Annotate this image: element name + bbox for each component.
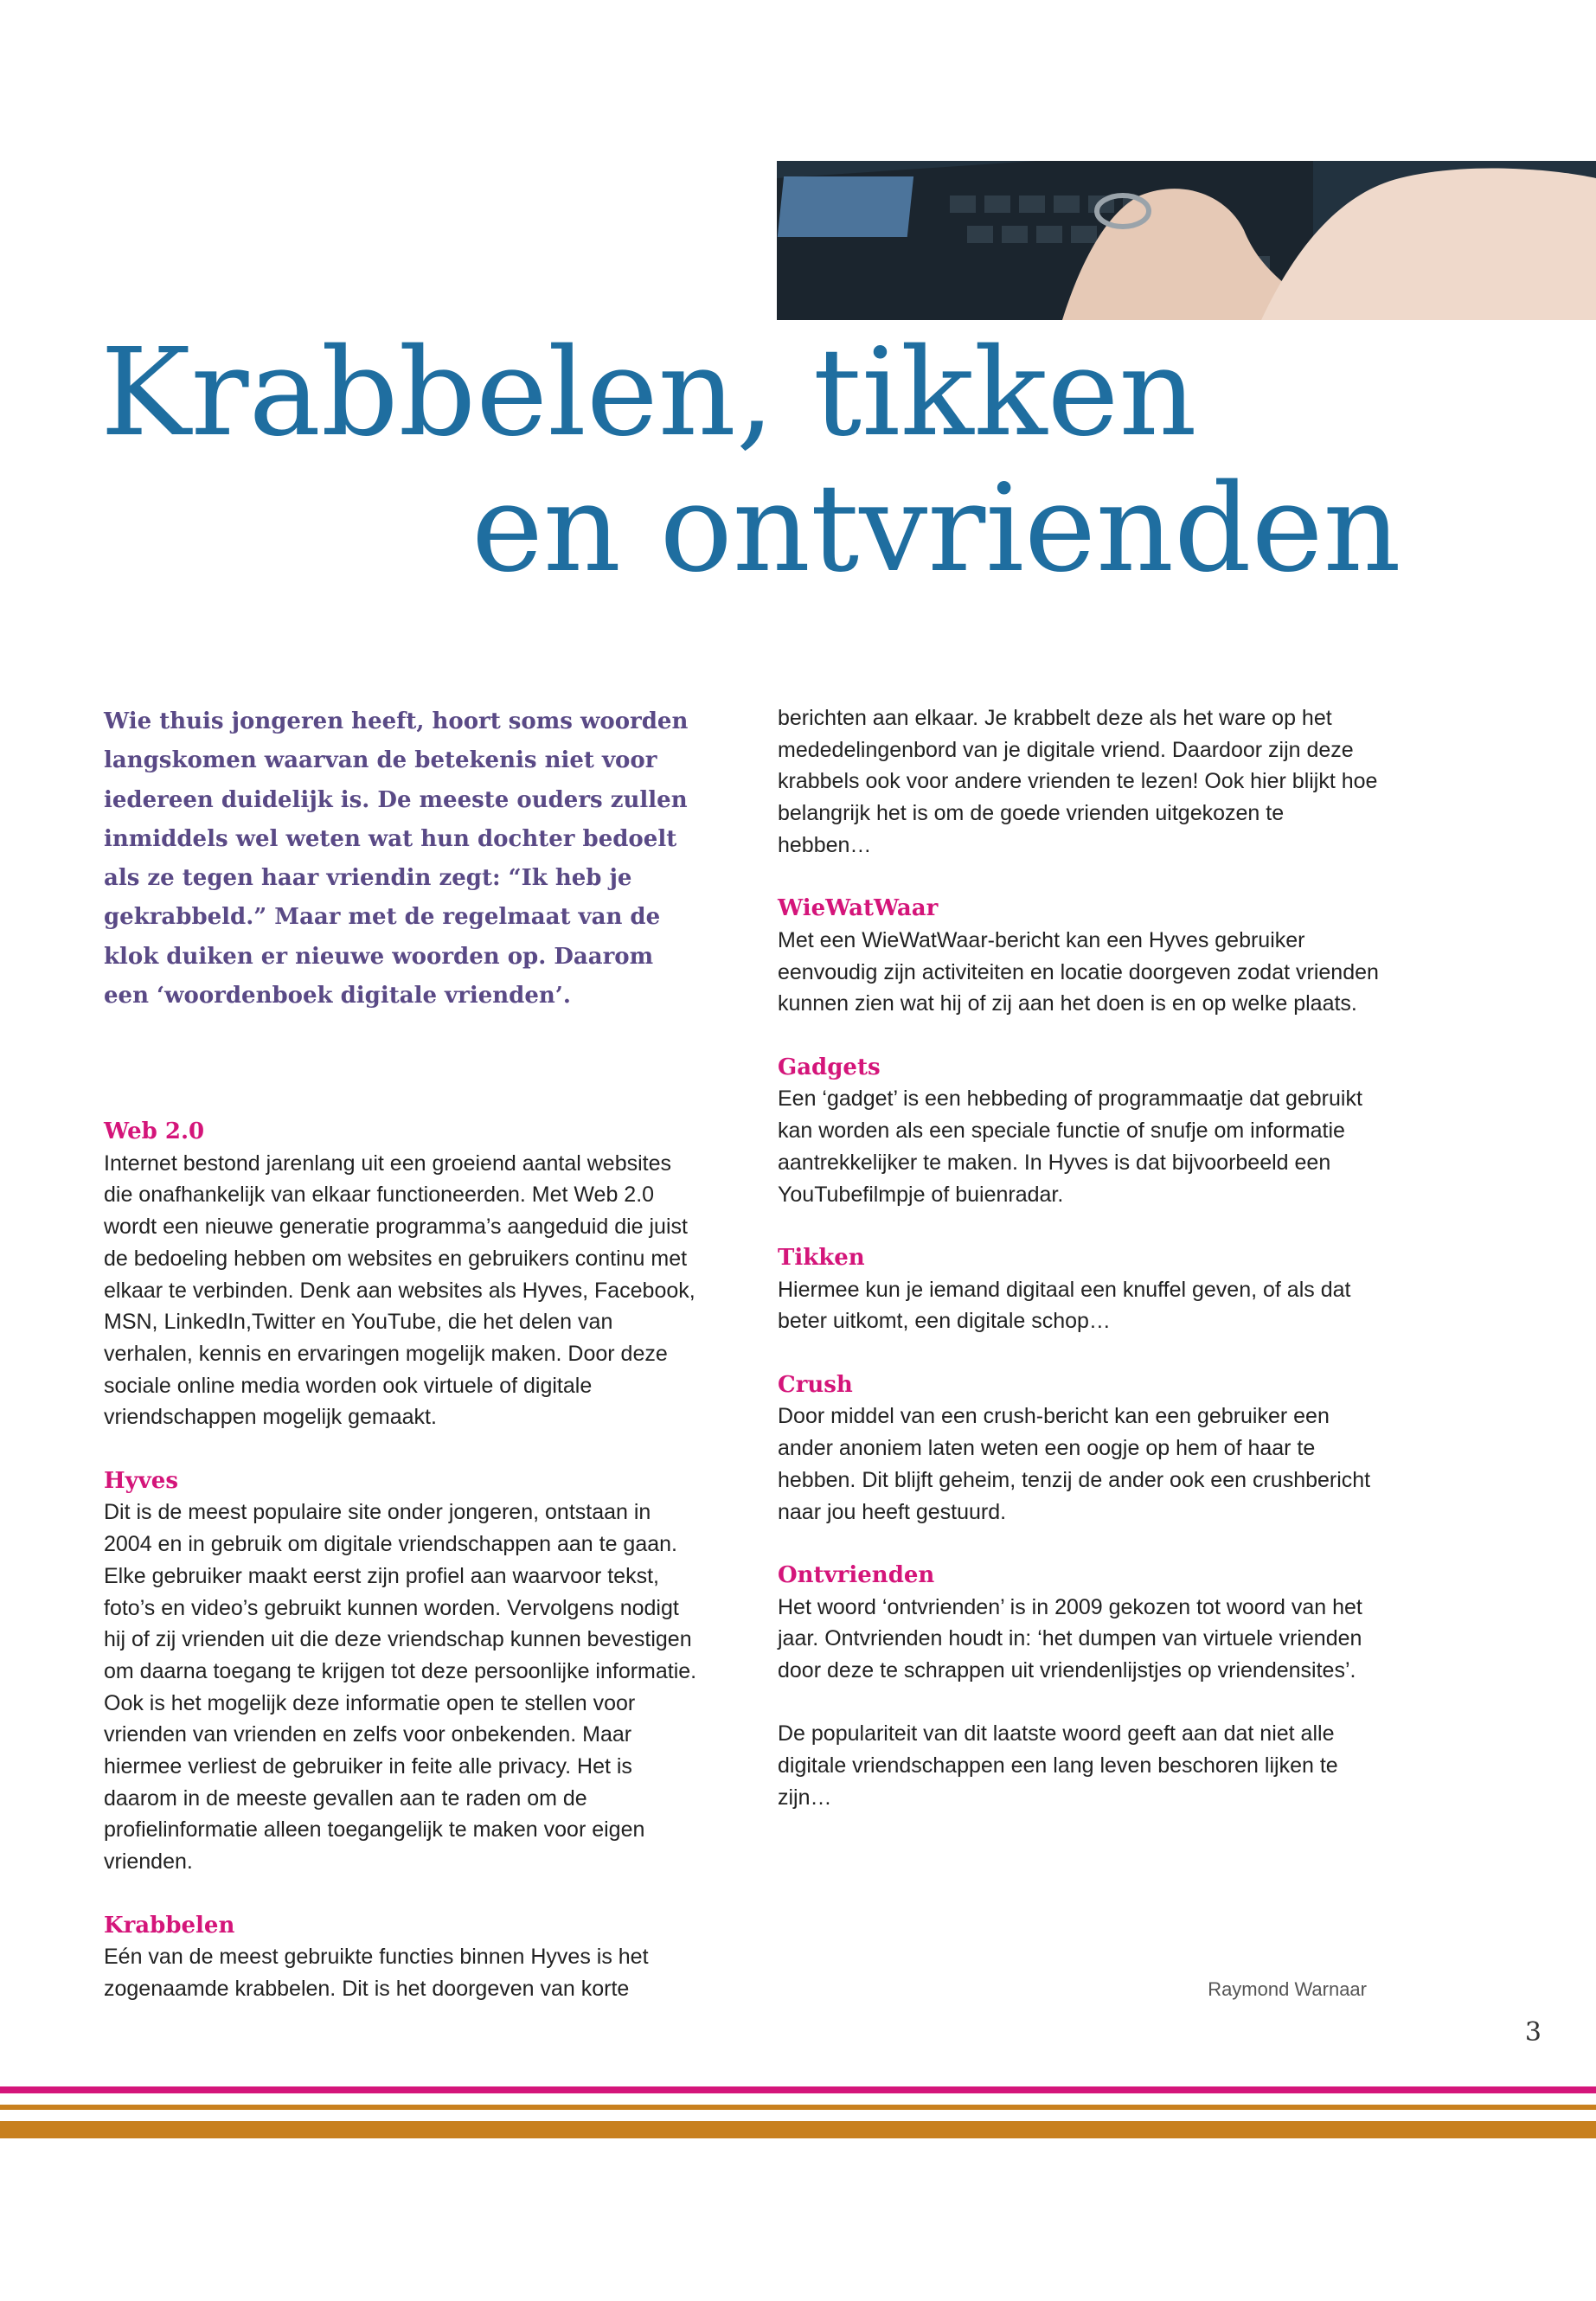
section-text-web20: Internet bestond jarenlang uit een groeiend aantal websites die onafhankelijk van elkaar functioneerden. Met Web 2.0 wordt een nieuwe generatie programma’s aangeduid die juist de bedoeling hebben om websites en gebruikers continu met elkaar te verbinden. Denk aan websites als Hyves, Facebook, MSN, LinkedIn,Twitter en YouTube, die het delen van verhalen, kennis en ervaringen mogelijk maken. Door deze sociale online media worden ook virtuele of digitale vriendschappen mogelijk gemaakt. — [104, 1150, 695, 1430]
section-text-ontvrienden: Het woord ‘ontvrienden’ is in 2009 gekozen tot woord van het jaar. Ontvrienden houdt in: ‘het dumpen van virtuele vrienden door deze te schrappen uit vriendenlijstjes op vriendensites’. — [778, 1594, 1362, 1683]
section-heading-hyves: Hyves — [104, 1467, 178, 1494]
article-title-line-2: en ontvrienden — [471, 458, 1401, 599]
section-heading-crush: Crush — [778, 1371, 853, 1398]
closing-paragraph: De populariteit van dit laatste woord geeft aan dat niet alle digitale vriendschappen een lang leven beschoren lijken te zijn… — [778, 1721, 1338, 1810]
section-heading-wiewatwaar: WieWatWaar — [778, 895, 939, 922]
section-heading-krabbelen: Krabbelen — [104, 1912, 235, 1939]
article-title-line-1: Krabbelen, tikken — [100, 323, 1197, 464]
section-text-hyves: Dit is de meest populaire site onder jongeren, ontstaan in 2004 en in gebruik om digitale vriendschappen aan te gaan. Elke gebruiker maakt eerst zijn profiel aan waarvoor tekst, foto’s en video’s gebruikt kunnen worden. Vervolgens nodigt hij of zij vrienden uit die deze vriendschap kunnen bevestigen om daarna toegang te krijgen tot deze persoonlijke informatie. Ook is het mogelijk deze informatie open te stellen voor vrienden van vrienden en zelfs voor onbekenden. Maar hiermee verliest de gebruiker in feite alle privacy. Het is daarom in de meeste gevallen aan te raden om de profielinformatie alleen toegangelijk te maken voor eigen vrienden. — [104, 1500, 697, 1875]
keyboard-photo-illustration — [777, 161, 1596, 320]
footer-stripe-orange-thick — [0, 2121, 1596, 2138]
author-name: Raymond Warnaar — [1208, 1978, 1367, 2000]
section-text-krabbelen: Eén van de meest gebruikte functies binnen Hyves is het zogenaamde krabbelen. Dit is het doorgeven van korte — [104, 1945, 649, 2001]
footer-stripe-orange-thin — [0, 2105, 1596, 2110]
section-heading-web20: Web 2.0 — [104, 1118, 205, 1144]
section-text-krabbelen-continued: berichten aan elkaar. Je krabbelt deze als het ware op het mededelingenbord van je digitale vriend. Daardoor zijn deze krabbels ook voor andere vrienden te lezen! Ook hier blijkt hoe belangrijk het is om de goede vrienden uitgekozen te hebben… — [778, 706, 1378, 857]
intro-paragraph: Wie thuis jongeren heeft, hoort soms woorden langskomen waarvan de betekenis niet voor iedereen duidelijk is. De meeste ouders zullen inmiddels wel weten wat hun dochter bedoelt als ze tegen haar vriendin zegt: “Ik heb je gekrabbeld.” Maar met de regelmaat van de klok duiken er nieuwe woorden op. Daarom een ‘woordenboek digitale vrienden’. — [104, 708, 689, 1009]
header-photo-hands-keyboard — [777, 161, 1596, 320]
section-text-gadgets: Een ‘gadget’ is een hebbeding of programmaatje dat gebruikt kan worden als een speciale functie of snufje om informatie aantrekkelijker te maken. In Hyves is dat bijvoorbeeld een YouTubefilmpje of buienradar. — [778, 1086, 1362, 1207]
left-column — [104, 1116, 701, 2005]
section-heading-gadgets: Gadgets — [778, 1054, 881, 1080]
section-heading-tikken: Tikken — [778, 1244, 865, 1271]
footer-stripe-pink — [0, 2086, 1596, 2093]
section-text-crush: Door middel van een crush-bericht kan een gebruiker een ander anoniem laten weten een oogje op hem of haar te hebben. Dit blijft geheim, tenzij de ander ook een crushbericht naar jou heeft gestuurd. — [778, 1404, 1371, 1524]
section-heading-ontvrienden: Ontvrienden — [778, 1561, 935, 1588]
page-number: 3 — [1524, 2017, 1542, 2048]
section-text-wiewatwaar: Met een WieWatWaar-bericht kan een Hyves gebruiker eenvoudig zijn activiteiten en locatie doorgeven zodat vrienden kunnen zien wat hij of zij aan het doen is en op welke plaats. — [778, 927, 1379, 1016]
right-column — [778, 702, 1383, 1814]
section-text-tikken: Hiermee kun je iemand digitaal een knuffel geven, of als dat beter uitkomt, een digitale schop… — [778, 1277, 1351, 1334]
